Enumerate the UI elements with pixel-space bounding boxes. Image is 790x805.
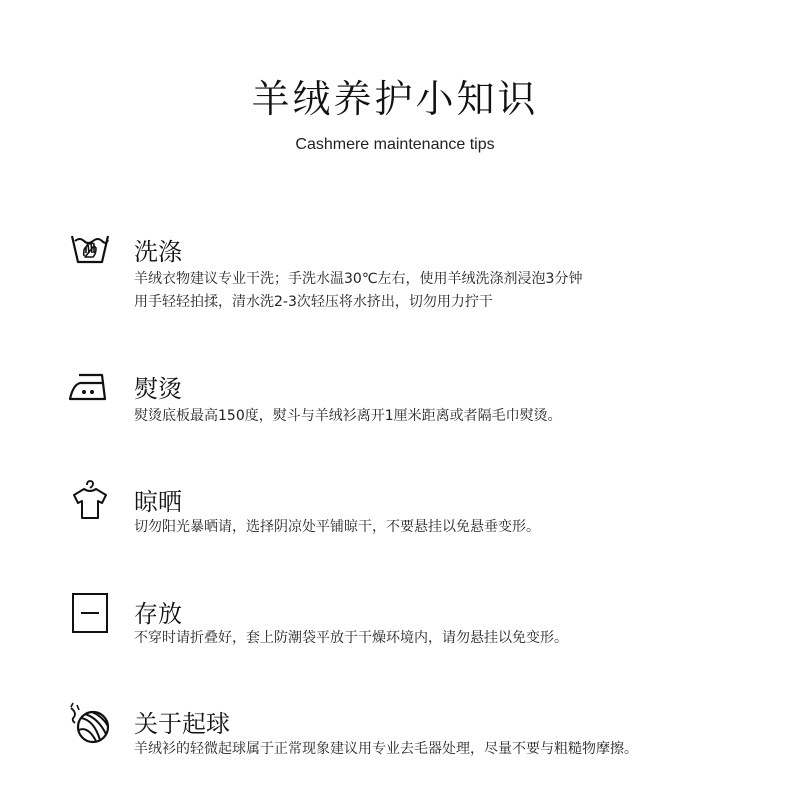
- section-title: 关于起球: [134, 710, 230, 738]
- section-title: 晾晒: [134, 488, 182, 516]
- section-text-line: 羊绒衣物建议专业干洗；手洗水温30℃左右，使用羊绒洗涤剂浸泡3分钟: [134, 271, 583, 287]
- yarn-ball-icon: [68, 700, 112, 744]
- wash-basin-icon: [68, 228, 112, 272]
- section-text: [134, 405, 774, 428]
- iron-icon: [68, 365, 112, 409]
- section-text-line: 用手轻轻拍揉，清水洗2-3次轻压将水挤出，切勿用力拧干: [134, 294, 493, 310]
- section-text-line: 羊绒衫的轻微起球属于正常现象建议用专业去毛器处理，尽量不要与粗糙物摩擦。: [134, 741, 638, 757]
- section-text-line: 切勿阳光暴晒请，选择阴凉处平铺晾干，不要悬挂以免悬垂变形。: [134, 519, 540, 535]
- section-title: 熨烫: [134, 375, 182, 403]
- section-text: [134, 738, 774, 761]
- page-subtitle: Cashmere maintenance tips: [295, 136, 495, 153]
- page-title: 羊绒养护小知识: [251, 77, 539, 121]
- section-text-line: 不穿时请折叠好，套上防潮袋平放于干燥环境内，请勿悬挂以免变形。: [134, 630, 568, 646]
- section-text: [134, 268, 774, 314]
- section-text: [134, 627, 774, 650]
- section-title: 洗涤: [134, 238, 182, 266]
- section-title: 存放: [134, 600, 182, 628]
- section-text-line: 熨烫底板最高150度，熨斗与羊绒衫离开1厘米距离或者隔毛巾熨烫。: [134, 408, 562, 424]
- shirt-hanger-icon: [68, 478, 112, 522]
- flat-dry-icon: [68, 590, 112, 634]
- section-text: [134, 516, 774, 539]
